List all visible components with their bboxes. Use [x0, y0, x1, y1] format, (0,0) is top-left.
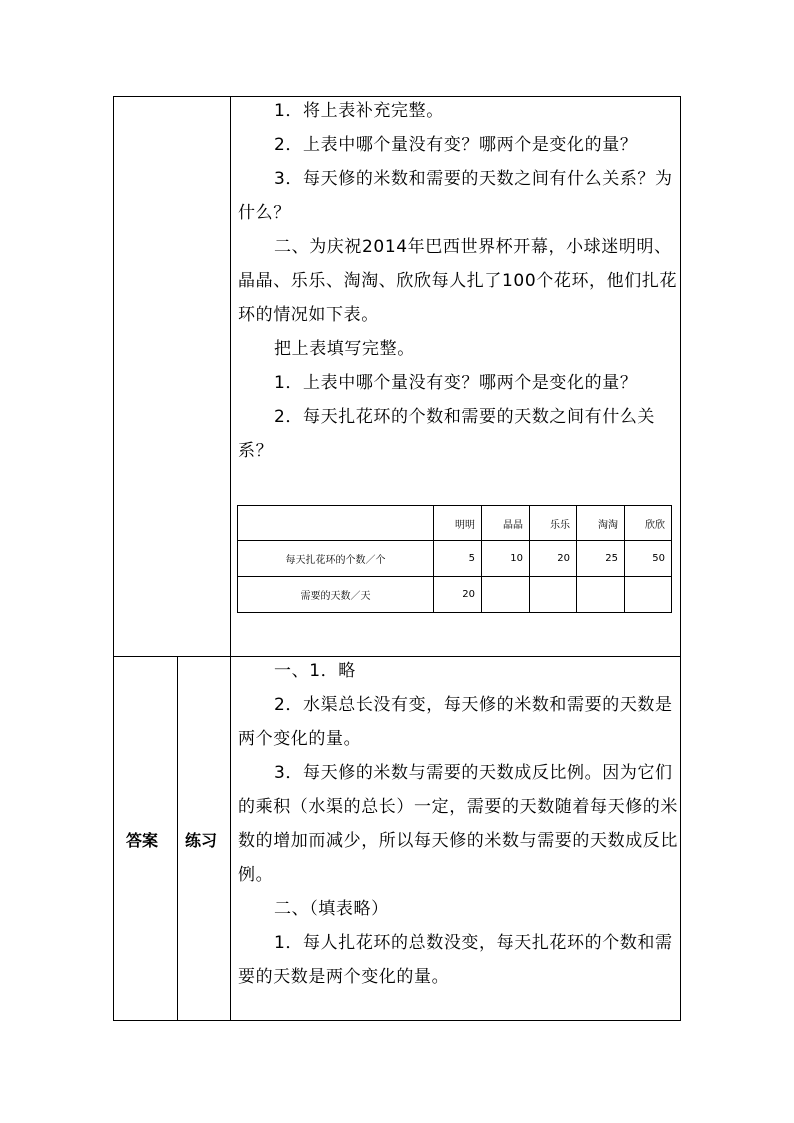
column-divider-main: [230, 96, 231, 1021]
column-divider-answer: [177, 656, 178, 1021]
question-two-line-1: 1．上表中哪个量没有变？哪两个是变化的量？: [274, 373, 638, 393]
answer-line-1: 一、1．略: [274, 661, 356, 681]
table-cell: 5: [434, 541, 482, 577]
question-line-1: 1．将上表补充完整。: [274, 101, 444, 121]
question-section-two: 二、为庆祝2014年巴西世界杯开幕，小球迷明明、晶晶、乐乐、淘淘、欣欣每人扎了100个花环，他们扎花环的情况如下表。: [238, 237, 678, 325]
question-fill-table: 把上表填写完整。: [274, 339, 415, 359]
table-header-corner: [238, 506, 434, 541]
table-header-jingjing: 晶晶: [482, 506, 530, 541]
table-row-label: 每天扎花环的个数／个: [238, 541, 434, 577]
question-text-block: [238, 94, 678, 468]
answer-text-block: [238, 654, 678, 994]
wreath-table: [237, 505, 671, 612]
table-header-xinxin: 欣欣: [625, 506, 672, 541]
table-header-lele: 乐乐: [530, 506, 577, 541]
table-cell: 10: [482, 541, 530, 577]
table-row: [238, 541, 672, 577]
answer-line-5: 1．每人扎花环的总数没变，每天扎花环的个数和需要的天数是两个变化的量。: [238, 933, 673, 987]
table-row-label: 需要的天数／天: [238, 577, 434, 613]
answer-label: 答案: [126, 831, 159, 850]
answer-line-2: 2．水渠总长没有变，每天修的米数和需要的天数是两个变化的量。: [238, 695, 673, 749]
question-line-2: 2．上表中哪个量没有变？哪两个是变化的量？: [274, 135, 638, 155]
table-cell: 50: [625, 541, 672, 577]
answer-line-4: 二、（填表略）: [274, 899, 389, 919]
question-line-3: 3．每天修的米数和需要的天数之间有什么关系？为什么？: [238, 169, 673, 223]
table-cell: 25: [577, 541, 625, 577]
question-two-line-2: 2．每天扎花环的个数和需要的天数之间有什么关系？: [238, 407, 656, 461]
table-cell: [482, 577, 530, 613]
table-cell: [577, 577, 625, 613]
answer-line-3: 3．每天修的米数与需要的天数成反比例。因为它们的乘积（水渠的总长）一定，需要的天数随着每天修的米数的增加而减少，所以每天修的米数与需要的天数成反比例。: [238, 763, 678, 885]
table-row: [238, 577, 672, 613]
table-cell: 20: [434, 577, 482, 613]
practice-label: 练习: [185, 831, 218, 850]
table-cell: 20: [530, 541, 577, 577]
table-header-mingming: 明明: [434, 506, 482, 541]
table-cell: [625, 577, 672, 613]
table-cell: [530, 577, 577, 613]
table-header-taotao: 淘淘: [577, 506, 625, 541]
